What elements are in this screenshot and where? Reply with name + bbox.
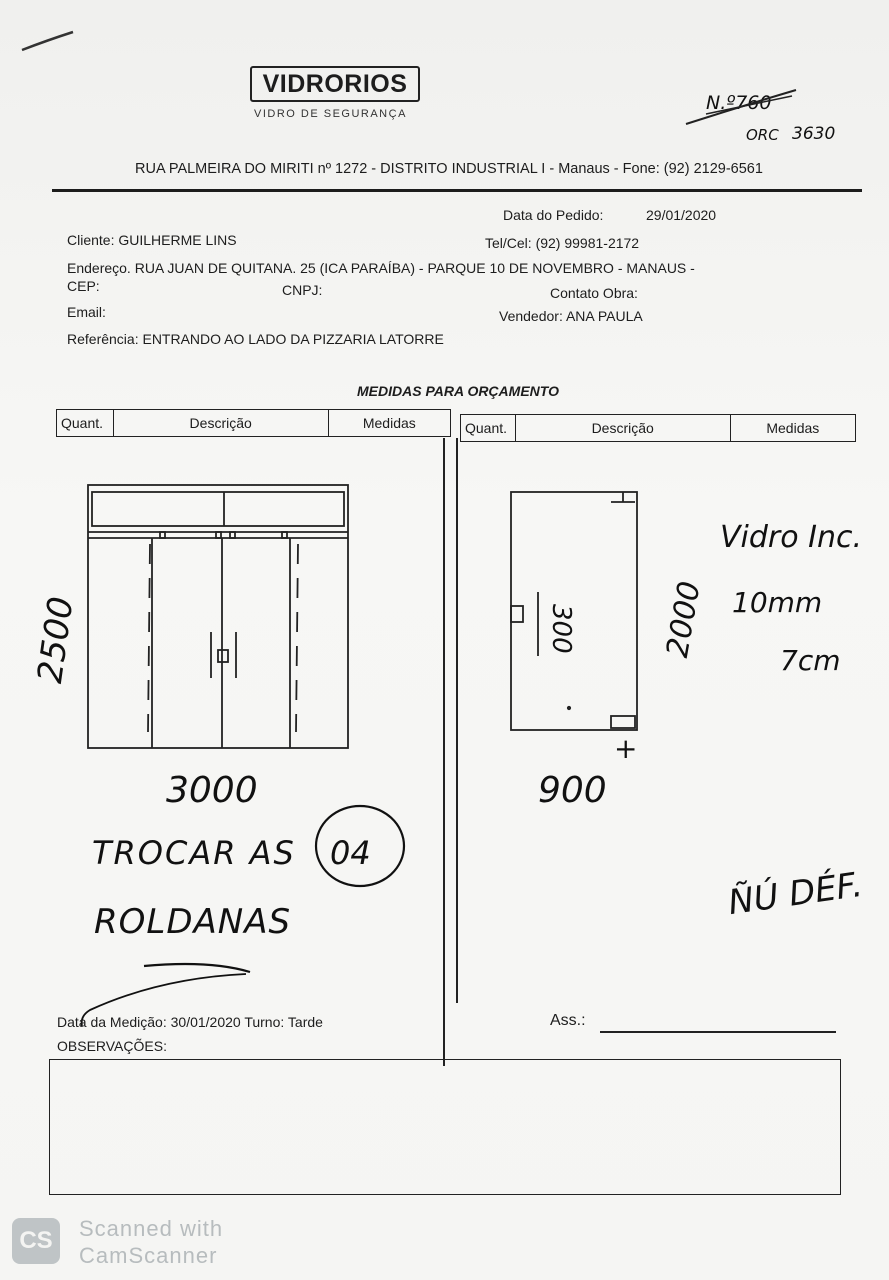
order-date-label: Data do Pedido:	[503, 207, 604, 223]
col-description: Descrição	[516, 415, 731, 441]
signature-line	[600, 1031, 836, 1033]
order-date-value: 29/01/2020	[646, 207, 717, 223]
observations-label: OBSERVAÇÕES:	[57, 1038, 167, 1054]
signature-label: Ass.:	[550, 1012, 586, 1029]
note-replace: TROCAR AS	[92, 834, 296, 872]
email-field: Email:	[67, 304, 106, 320]
company-logo: VIDRORIOS	[250, 66, 420, 102]
client-address: Endereço. RUA JUAN DE QUITANA. 25 (ICA PARAÍBA) - PARQUE 10 DE NOVEMBRO - MANAUS -	[67, 260, 695, 276]
glass-thickness: 10mm	[732, 586, 823, 619]
column-divider	[443, 438, 445, 1066]
strike-mark	[682, 84, 802, 130]
contact-field: Contato Obra:	[550, 285, 638, 301]
glass-type: Vidro Inc.	[720, 520, 863, 555]
camscanner-watermark	[79, 1215, 223, 1269]
measures-table-header-right	[460, 414, 856, 442]
measurement-date: Data da Medição: 30/01/2020 Turno: Tarde	[57, 1014, 323, 1030]
seller-field: Vendedor: ANA PAULA	[499, 308, 643, 324]
col-measures: Medidas	[766, 420, 820, 436]
panel-width-dim: 900	[538, 770, 607, 811]
door-sketch	[84, 482, 352, 752]
column-divider	[456, 438, 458, 1003]
observations-box	[49, 1059, 841, 1195]
company-address: RUA PALMEIRA DO MIRITI nº 1272 - DISTRITO INDUSTRIAL I - Manaus - Fone: (92) 2129-6561	[135, 161, 763, 177]
watermark-line2: CamScanner	[79, 1243, 218, 1268]
col-quant: Quant.	[57, 410, 114, 436]
glass-extra: 7cm	[780, 644, 841, 677]
company-tagline: VIDRO DE SEGURANÇA	[254, 108, 407, 120]
col-measures: Medidas	[362, 415, 416, 431]
cep-field: CEP:	[67, 278, 100, 294]
left-height-dim: 2500	[30, 594, 82, 686]
note-rollers: ROLDANAS	[94, 902, 292, 942]
measures-title: MEDIDAS PARA ORÇAMENTO	[357, 383, 559, 399]
panel-inner-dim: 300	[546, 604, 576, 654]
measures-table-header-left	[56, 409, 451, 437]
doc-number-label: N.º	[706, 92, 736, 114]
orc-label: ORC	[746, 126, 779, 144]
reference-field: Referência: ENTRANDO AO LADO DA PIZZARIA LATORRE	[67, 331, 444, 347]
client-phone: Tel/Cel: (92) 99981-2172	[485, 235, 640, 251]
col-description: Descrição	[114, 410, 329, 436]
header-rule	[52, 189, 862, 192]
watermark-line1: Scanned with	[79, 1216, 224, 1241]
note-quantity: 04	[330, 834, 371, 872]
panel-plus: +	[614, 732, 638, 765]
orc-number: 3630	[792, 124, 836, 144]
defect-note: ÑÚ DÉF.	[725, 864, 865, 924]
cnpj-field: CNPJ:	[282, 282, 323, 298]
col-quant: Quant.	[461, 415, 516, 441]
doc-number-value: 760	[735, 92, 772, 114]
client-name: Cliente: GUILHERME LINS	[67, 232, 237, 248]
pen-mark	[18, 28, 78, 54]
panel-height-dim: 2000	[660, 578, 708, 661]
camscanner-logo: CS	[12, 1218, 60, 1264]
left-width-dim: 3000	[166, 770, 258, 811]
